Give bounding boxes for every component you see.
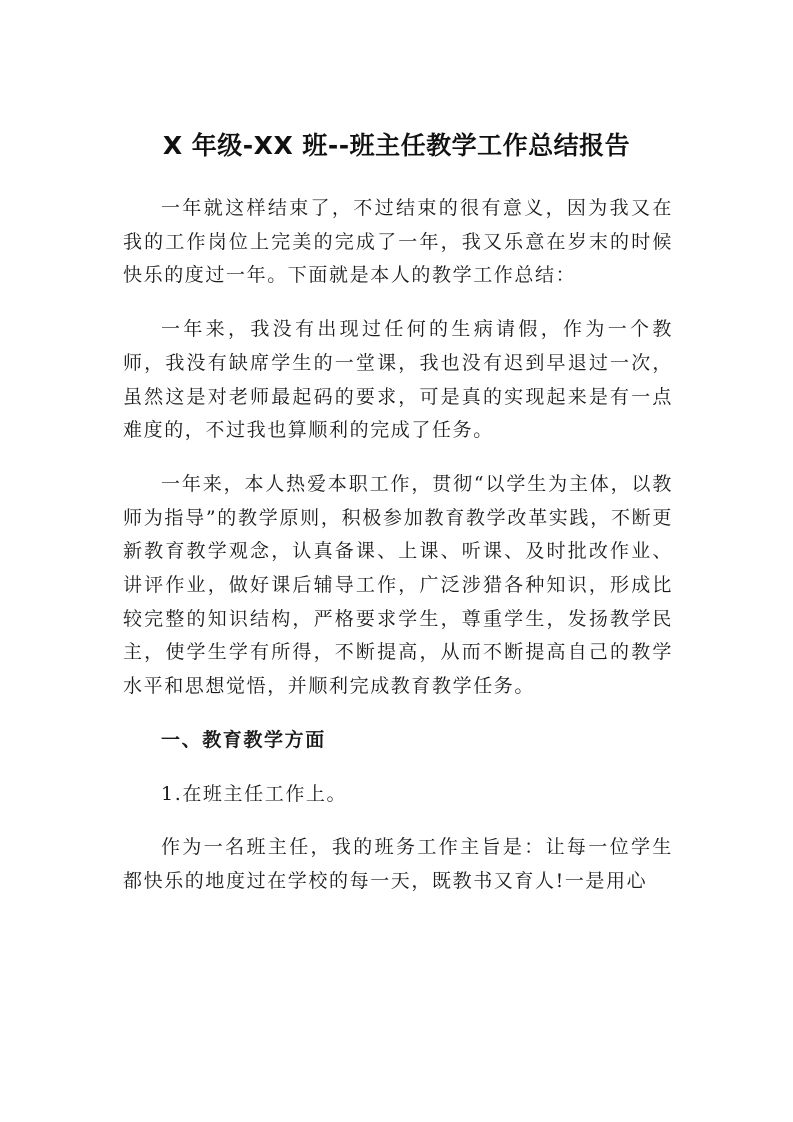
paragraph-head-teacher-work: 作为一名班主任，我的班务工作主旨是：让每一位学生都快乐的地度过在学校的每一天，既教书又育人!一是用心 <box>123 836 673 892</box>
section-heading-education: 一、教育教学方面 <box>161 728 326 751</box>
document-title: X 年级-XX 班--班主任教学工作总结报告 <box>162 131 631 160</box>
subsection-heading-head-teacher: 1.在班主任工作上。 <box>161 782 348 805</box>
document-body <box>123 192 673 919</box>
paragraph-intro: 一年就这样结束了，不过结束的很有意义，因为我又在我的工作岗位上完美的完成了一年，我又乐意在岁末的时候快乐的度过一年。下面就是本人的教学工作总结： <box>123 197 673 287</box>
paragraph-teaching-principles: 一年来，本人热爱本职工作，贯彻“以学生为主体，以教师为指导”的教学原则，积极参加教育教学改革实践，不断更新教育教学观念，认真备课、上课、听课、及时批改作业、讲评作业，做好课后辅导工作，广泛涉猎各种知识，形成比较完整的知识结构，严格要求学生，尊重学生，发扬教学民主，使学生学有所得，不断提高，从而不断提高自己的教学水平和思想觉悟，并顺利完成教育教学任务。 <box>123 472 673 698</box>
paragraph-attendance: 一年来，我没有出现过任何的生病请假，作为一个教师，我没有缺席学生的一堂课，我也没有迟到早退过一次，虽然这是对老师最起码的要求，可是真的实现起来是有一点难度的，不过我也算顺利的完成了任务。 <box>123 318 673 442</box>
